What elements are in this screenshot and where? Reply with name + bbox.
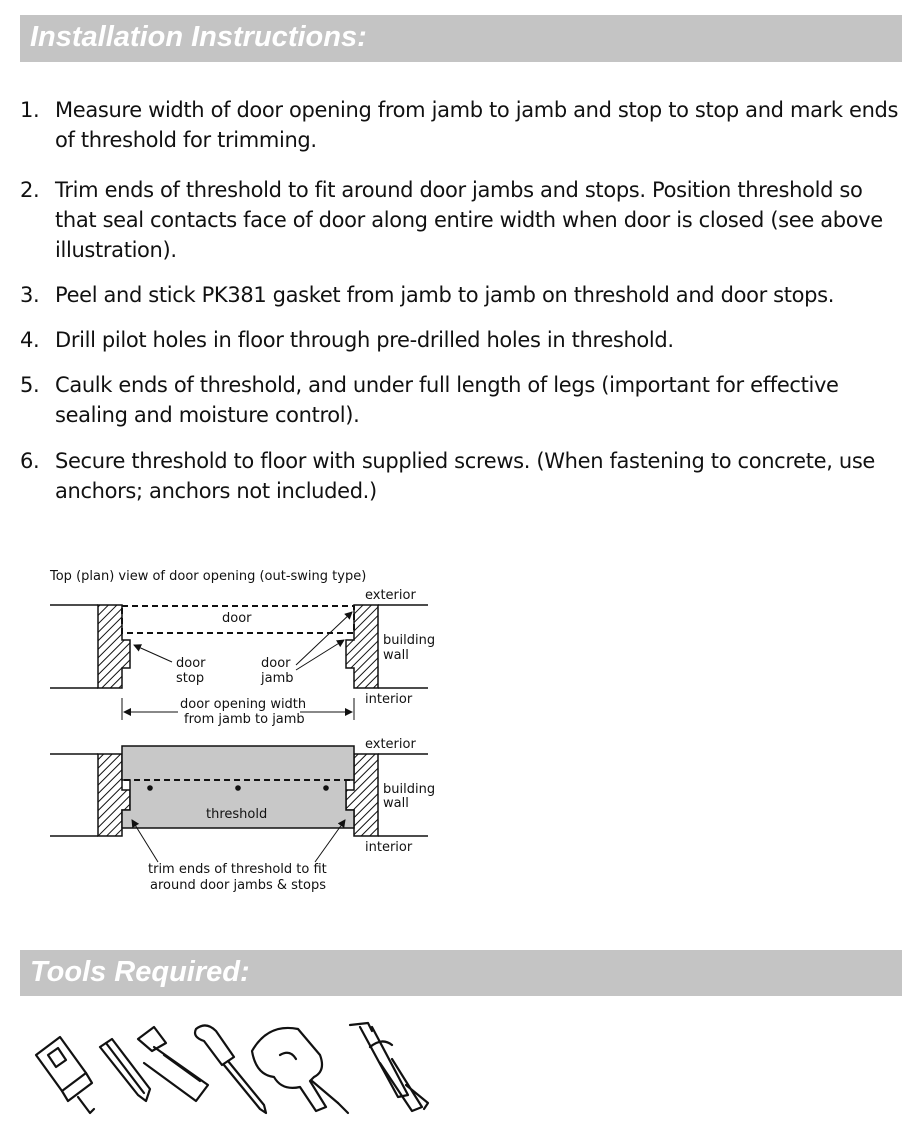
step-number: 3.	[20, 283, 40, 307]
trim-note-label: around door jambs & stops	[150, 878, 326, 893]
building-label: building	[383, 782, 436, 797]
step-item	[20, 446, 900, 506]
exterior-label: exterior	[365, 737, 416, 752]
step-text: Caulk ends of threshold, and under full length of legs (important for effective sealing and moisture control).	[55, 373, 839, 427]
tape-measure-icon	[36, 1037, 94, 1113]
screwdriver-icon	[195, 1025, 266, 1113]
step-text: Measure width of door opening from jamb to jamb and stop to stop and mark ends of threshold for trimming.	[55, 98, 899, 152]
wall-label: wall	[383, 796, 409, 811]
bottom-view	[50, 737, 435, 893]
drill-icon	[252, 1028, 348, 1113]
threshold-label: threshold	[206, 807, 268, 822]
right-wall	[346, 605, 378, 688]
tools-heading: Tools Required:	[20, 950, 902, 996]
door-jamb-label: door	[261, 656, 291, 671]
door-opening-diagram	[0, 555, 460, 900]
caulk-gun-icon	[350, 1023, 428, 1111]
diagram-caption: Top (plan) view of door opening (out-swing type)	[50, 569, 367, 584]
pencil-icon	[100, 1039, 150, 1101]
step-item	[20, 95, 900, 155]
trim-note-label: trim ends of threshold to fit	[148, 862, 327, 877]
step-number: 5.	[20, 373, 40, 397]
opening-width-label: from jamb to jamb	[184, 712, 305, 727]
step-number: 4.	[20, 328, 40, 352]
installation-heading: Installation Instructions:	[20, 15, 902, 62]
step-number: 2.	[20, 178, 40, 202]
step-item	[20, 175, 900, 265]
interior-label: interior	[365, 840, 413, 855]
wall-label: wall	[383, 648, 409, 663]
step-text: Secure threshold to floor with supplied screws. (When fastening to concrete, use anchors; anchors not included.)	[55, 449, 875, 503]
step-text: Peel and stick PK381 gasket from jamb to jamb on threshold and door stops.	[55, 283, 835, 307]
step-item	[20, 370, 900, 430]
step-item	[20, 325, 900, 355]
installation-steps	[20, 95, 900, 506]
exterior-label: exterior	[365, 588, 416, 603]
door-label: door	[222, 611, 252, 626]
step-number: 1.	[20, 98, 40, 122]
door-stop-label: door	[176, 656, 206, 671]
step-text: Trim ends of threshold to fit around door jambs and stops. Position threshold so that seal contacts face of door along entire width when door is closed (see above illustration).	[55, 178, 883, 262]
interior-label: interior	[365, 692, 413, 707]
tools-row	[20, 1015, 440, 1120]
door-stop-label: stop	[176, 671, 205, 686]
step-item	[20, 280, 900, 310]
step-number: 6.	[20, 449, 40, 473]
top-view	[50, 588, 435, 727]
left-wall	[98, 605, 130, 688]
door-jamb-label: jamb	[261, 671, 294, 686]
opening-width-label: door opening width	[180, 697, 307, 712]
building-label: building	[383, 633, 436, 648]
step-text: Drill pilot holes in floor through pre-drilled holes in threshold.	[55, 328, 674, 352]
